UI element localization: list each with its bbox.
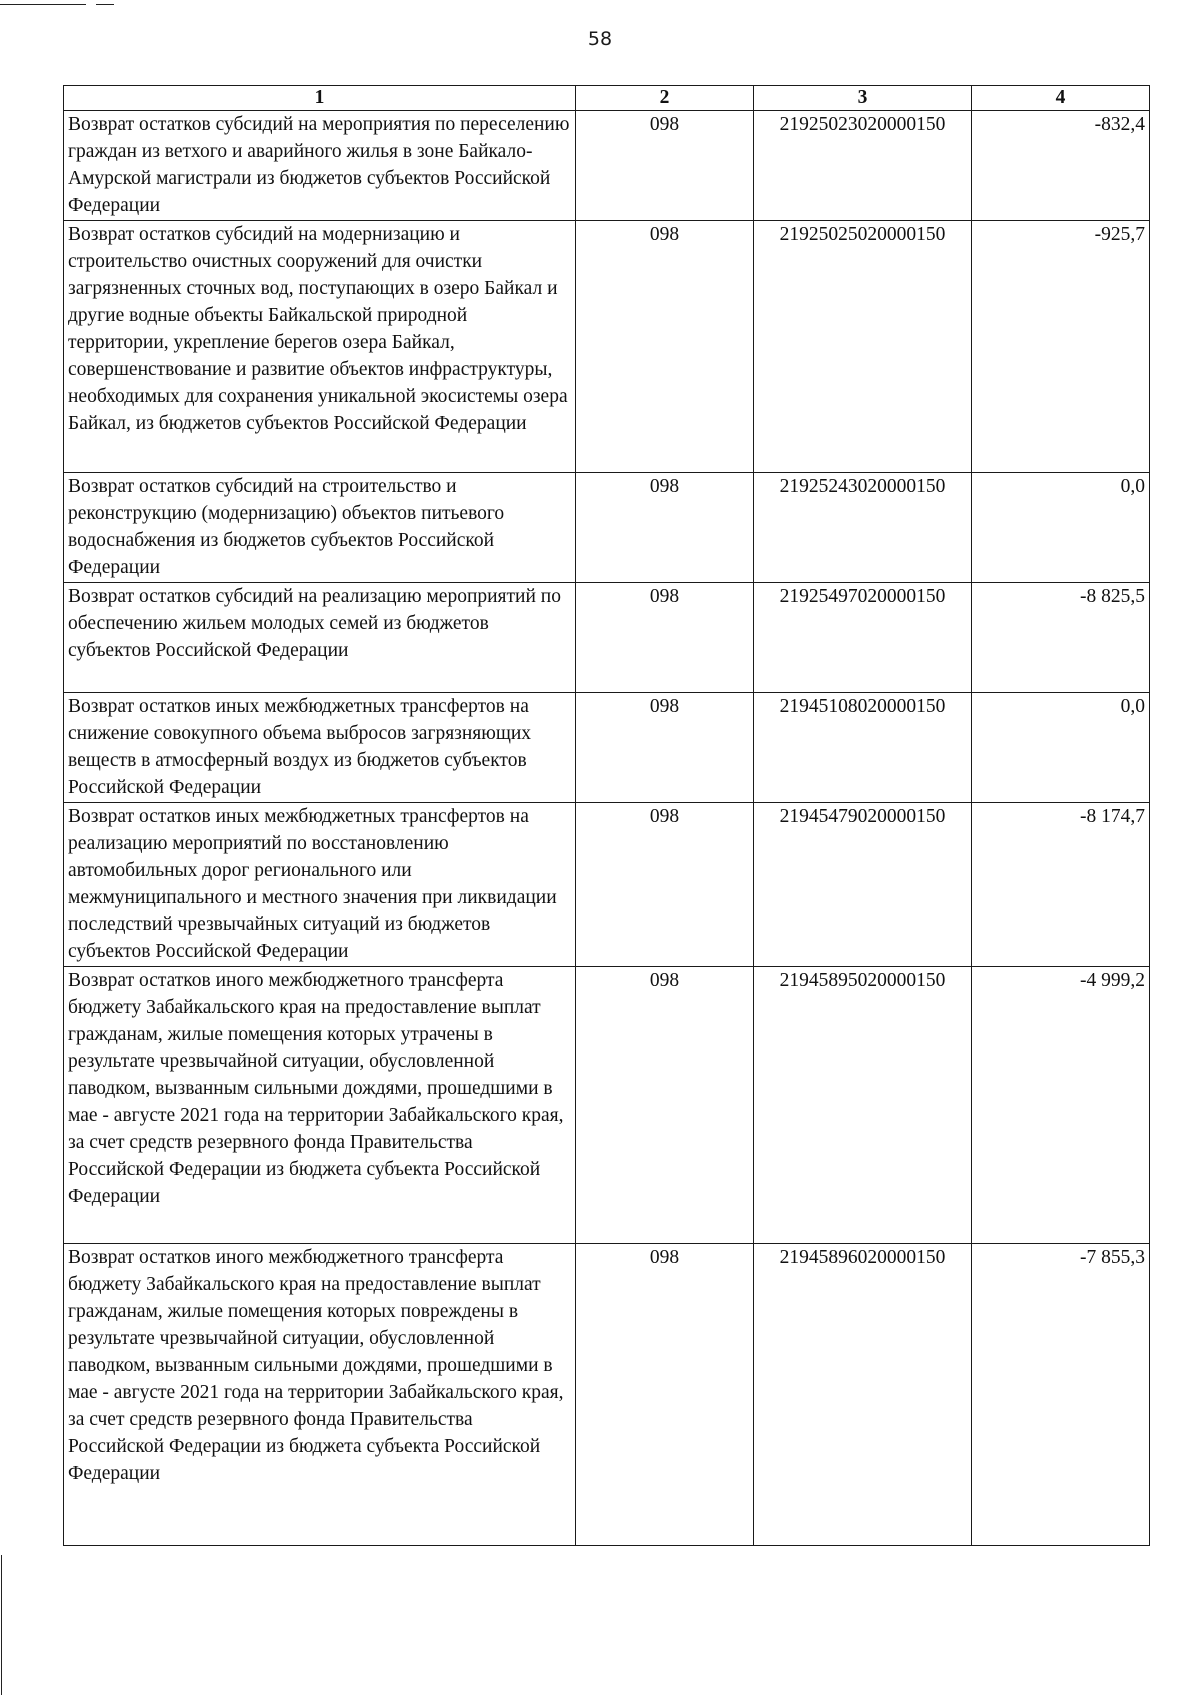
row-admin-code: 098: [576, 221, 754, 473]
table-row: [64, 221, 1150, 473]
row-admin-code: 098: [576, 967, 754, 1244]
row-name: Возврат остатков субсидий на мероприятия по переселению граждан из ветхого и аварийного жилья в зоне Байкало-Амурской магистрали из бюджетов субъектов Российской Федерации: [64, 111, 576, 221]
table-row: [64, 803, 1150, 967]
row-amount: -8 174,7: [972, 803, 1150, 967]
scan-mark-left-edge: [1, 1555, 2, 1695]
column-header-3: 3: [754, 86, 972, 111]
table-header-row: [64, 86, 1150, 111]
row-admin-code: 098: [576, 473, 754, 583]
row-name: Возврат остатков иного межбюджетного трансферта бюджету Забайкальского края на предоставление выплат гражданам, жилые помещения которых утрачены в результате чрезвычайной ситуации, обусловленной паводком, вызванным сильными дождями, прошедшими в мае - августе 2021 года на территории Забайкальского края, за счет средств резервного фонда Правительства Российской Федерации из бюджета субъекта Российской Федерации: [64, 967, 576, 1244]
row-admin-code: 098: [576, 693, 754, 803]
scan-mark-top-left: [0, 4, 86, 5]
row-amount: -7 855,3: [972, 1244, 1150, 1546]
row-amount: -4 999,2: [972, 967, 1150, 1244]
table-row: [64, 967, 1150, 1244]
scan-mark-top-left-short: [96, 4, 114, 5]
row-amount: -925,7: [972, 221, 1150, 473]
row-budget-code: 21925243020000150: [754, 473, 972, 583]
row-amount: -832,4: [972, 111, 1150, 221]
row-admin-code: 098: [576, 111, 754, 221]
row-budget-code: 21925497020000150: [754, 583, 972, 693]
column-header-2: 2: [576, 86, 754, 111]
row-name: Возврат остатков субсидий на реализацию мероприятий по обеспечению жильем молодых семей из бюджетов субъектов Российской Федерации: [64, 583, 576, 693]
row-budget-code: 21945895020000150: [754, 967, 972, 1244]
row-amount: 0,0: [972, 473, 1150, 583]
row-admin-code: 098: [576, 803, 754, 967]
row-amount: 0,0: [972, 693, 1150, 803]
row-admin-code: 098: [576, 583, 754, 693]
row-budget-code: 21925025020000150: [754, 221, 972, 473]
column-header-4: 4: [972, 86, 1150, 111]
row-name: Возврат остатков иного межбюджетного трансферта бюджету Забайкальского края на предоставление выплат гражданам, жилые помещения которых повреждены в результате чрезвычайной ситуации, обусловленной паводком, вызванным сильными дождями, прошедшими в мае - августе 2021 года на территории Забайкальского края, за счет средств резервного фонда Правительства Российской Федерации из бюджета субъекта Российской Федерации: [64, 1244, 576, 1546]
row-name: Возврат остатков иных межбюджетных трансфертов на реализацию мероприятий по восстановлению автомобильных дорог регионального или межмуниципального и местного значения при ликвидации последствий чрезвычайных ситуаций из бюджетов субъектов Российской Федерации: [64, 803, 576, 967]
table-row: [64, 111, 1150, 221]
budget-table: [63, 85, 1150, 1546]
page-number: 58: [587, 28, 613, 50]
row-budget-code: 21945108020000150: [754, 693, 972, 803]
table-row: [64, 583, 1150, 693]
row-admin-code: 098: [576, 1244, 754, 1546]
row-name: Возврат остатков субсидий на строительство и реконструкцию (модернизацию) объектов питьевого водоснабжения из бюджетов субъектов Российской Федерации: [64, 473, 576, 583]
column-header-1: 1: [64, 86, 576, 111]
table-row: [64, 693, 1150, 803]
row-budget-code: 21925023020000150: [754, 111, 972, 221]
row-name: Возврат остатков иных межбюджетных трансфертов на снижение совокупного объема выбросов загрязняющих веществ в атмосферный воздух из бюджетов субъектов Российской Федерации: [64, 693, 576, 803]
row-budget-code: 21945479020000150: [754, 803, 972, 967]
row-name: Возврат остатков субсидий на модернизацию и строительство очистных сооружений для очистки загрязненных сточных вод, поступающих в озеро Байкал и другие водные объекты Байкальской природной территории, укрепление берегов озера Байкал, совершенствование и развитие объектов инфраструктуры, необходимых для сохранения уникальной экосистемы озера Байкал, из бюджетов субъектов Российской Федерации: [64, 221, 576, 473]
row-budget-code: 21945896020000150: [754, 1244, 972, 1546]
table-row: [64, 473, 1150, 583]
table-row: [64, 1244, 1150, 1546]
row-amount: -8 825,5: [972, 583, 1150, 693]
